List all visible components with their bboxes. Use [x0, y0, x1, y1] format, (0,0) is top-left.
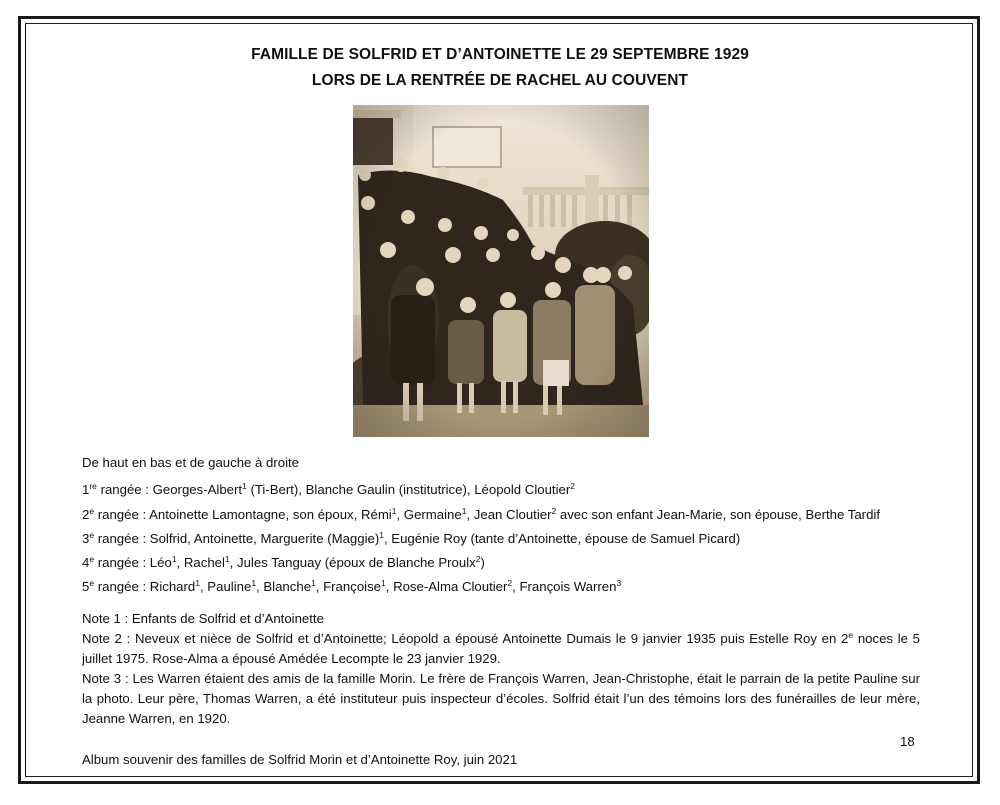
footnote-ref: 1: [311, 578, 316, 588]
footnote-ref: 1: [251, 578, 257, 588]
row-text: , Françoise: [315, 579, 382, 594]
row-3-list: [82, 531, 740, 546]
row-text: Richard: [149, 579, 196, 594]
page-title-line-2: LORS DE LA RENTRÉE DE RACHEL AU COUVENT: [311, 72, 689, 89]
footnote-ref: 1: [379, 530, 384, 540]
row-text: Léo: [149, 555, 172, 570]
row-label: 4: [82, 555, 90, 570]
footnote-ref: 2: [507, 578, 513, 588]
page-title-line-1: FAMILLE DE SOLFRID ET D’ANTOINETTE LE 29 SEPTEMBRE 1929: [251, 46, 749, 63]
row-label-suffix: rangée :: [94, 555, 150, 570]
row-label-sup: e: [89, 554, 95, 564]
row-label-suffix: rangée :: [94, 507, 150, 522]
footnote-ref: 3: [616, 578, 622, 588]
row-label-sup: e: [89, 530, 95, 540]
row-label: 1: [82, 482, 90, 497]
row-label-sup: e: [89, 506, 95, 516]
notes-section: [82, 609, 920, 729]
photo-caption-intro: De haut en bas et de gauche à droite: [82, 455, 300, 470]
row-text: (Ti-Bert), Blanche Gaulin (institutrice), Léopold Cloutier: [246, 482, 571, 497]
note-2-text-a: Note 2 : Neveux et nièce de Solfrid et d’Antoinette; Léopold a épousé Antoinette Dumais le 9 janvier 1935 puis Estelle Roy en 2: [82, 631, 849, 646]
footnote-ref: 1: [391, 506, 397, 516]
row-label-sup: re: [89, 481, 97, 491]
row-text: , Jules Tanguay (époux de Blanche Proulx: [229, 555, 476, 570]
row-label-suffix: rangée :: [94, 531, 150, 546]
footnote-ref: 2: [475, 554, 481, 564]
family-photo: [353, 105, 649, 437]
row-4-list: [82, 555, 485, 570]
row-text: avec son enfant Jean-Marie, son épouse, Berthe Tardif: [556, 507, 880, 522]
row-text: , Rachel: [176, 555, 225, 570]
footnote-ref: 1: [461, 506, 467, 516]
footnote-ref: 1: [224, 554, 230, 564]
row-text: , Blanche: [256, 579, 312, 594]
footnote-ref: 1: [195, 578, 200, 588]
note-2-sup: e: [848, 630, 854, 640]
row-text: Solfrid, Antoinette, Marguerite (Maggie): [149, 531, 380, 546]
row-text: , Germaine: [396, 507, 462, 522]
page-number: 18: [900, 734, 915, 749]
row-label-suffix: rangée :: [94, 579, 150, 594]
footnote-ref: 1: [171, 554, 177, 564]
row-2-list: [82, 507, 880, 522]
row-text: , Jean Cloutier: [466, 507, 552, 522]
page-footer: Album souvenir des familles de Solfrid Morin et d’Antoinette Roy, juin 2021: [82, 752, 518, 767]
footnote-ref: 2: [551, 506, 557, 516]
row-label-suffix: rangée :: [96, 482, 153, 497]
footnote-ref: 1: [242, 481, 247, 491]
note-3: Note 3 : Les Warren étaient des amis de la famille Morin. Le frère de François Warren, Jean-Christophe, était le parrain de la petite Pauline sur la photo. Leur père, Thomas Warren, a été instituteur puis inspecteur d’écoles. Solfrid était l’un des témoins lors des funérailles de leur mère, Jeanne Warren, en 1920.: [82, 671, 920, 726]
row-text: , Pauline: [199, 579, 252, 594]
row-text: Antoinette Lamontagne, son époux, Rémi: [149, 507, 392, 522]
row-text: , Eugénie Roy (tante d’Antoinette, épouse de Samuel Picard): [383, 531, 741, 546]
row-label: 3: [82, 531, 90, 546]
footnote-ref: 1: [381, 578, 386, 588]
footnote-ref: 2: [570, 481, 575, 491]
row-label-sup: e: [89, 578, 95, 588]
note-2: [82, 629, 920, 669]
note-2-text-b: noces le 5 juillet 1975. Rose-Alma a épousé Amédée Lecompte le 23 janvier 1929.: [82, 631, 921, 666]
row-5-list: [82, 579, 621, 594]
row-text: ): [480, 555, 485, 570]
row-text: , François Warren: [512, 579, 617, 594]
row-text: , Rose-Alma Cloutier: [385, 579, 508, 594]
row-label: 2: [82, 507, 90, 522]
row-label: 5: [82, 579, 90, 594]
row-text: Georges-Albert: [152, 482, 243, 497]
row-1-list: [82, 482, 575, 497]
note-1: Note 1 : Enfants de Solfrid et d’Antoinette: [82, 611, 324, 626]
